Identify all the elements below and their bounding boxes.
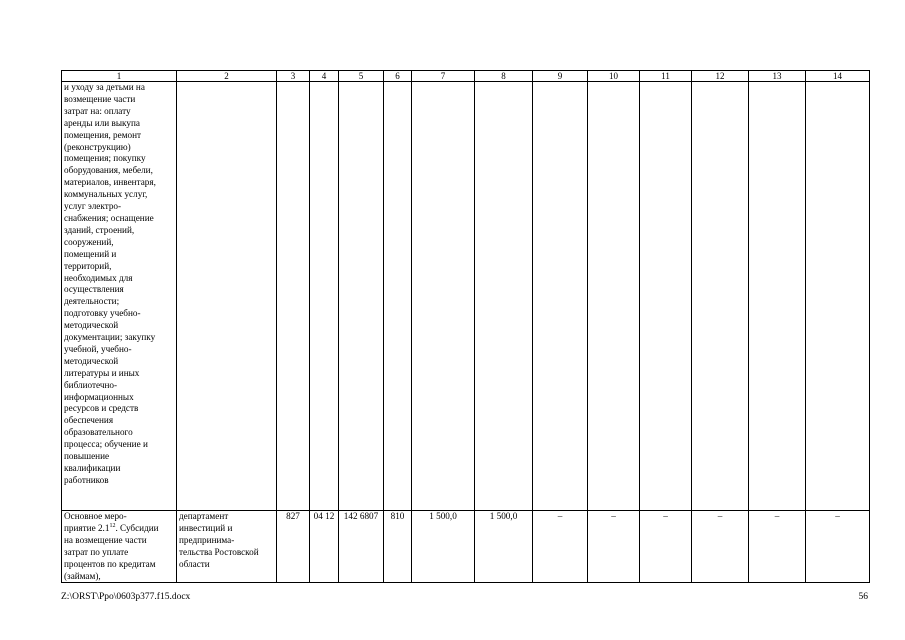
year-2019-cell: – [749,511,806,583]
header-cell: 2 [177,71,277,82]
header-cell: 13 [749,71,806,82]
year-2020-cell: – [806,511,870,583]
table-cell [310,82,339,511]
table-cell [749,82,806,511]
measure-title-rest: . Субсидии на возмещение части затрат по уплате процентов по кредитам (займам), [64,522,159,581]
measure-description [62,511,177,583]
header-row [62,71,870,82]
page-number: 56 [858,592,868,602]
csr-cell: 142 6807 [339,511,384,583]
header-cell: 5 [339,71,384,82]
header-cell: 14 [806,71,870,82]
header-cell: 3 [277,71,310,82]
table-cell [277,82,310,511]
executor-cell: департамент инвестиций и предпринима- тельства Ростовской области [177,511,277,583]
table-cell [339,82,384,511]
footnote-marker: 12 [109,522,116,529]
table-cell [533,82,588,511]
header-cell: 12 [692,71,749,82]
table-cell [692,82,749,511]
table-cell [475,82,533,511]
table-cell [588,82,640,511]
header-cell: 9 [533,71,588,82]
measure-title: Основное меро- приятие 2.1 [64,511,127,533]
measure-description: и уходу за детьми на возмещение части затрат на: оплату аренды или выкупа помещения, ремонт (реконструкцию) помещения; покупку оборудования, мебели, материалов, инвентаря, коммунальных услуг, услуг электро- снабжения; оснащение зданий, строений, сооружений, помещений и территорий, необходимых для осуществления деятельности; подготовку учебно- методической документации; закупку учебной, учебно- методической литературы и иных библиотечно- информационных ресурсов и средств обеспечения образовательного процесса; обучение и повышение квалификации работников [62,82,177,511]
year-2016-cell: – [588,511,640,583]
year-2014-cell: 1 500,0 [475,511,533,583]
program-table [61,70,870,583]
table-cell [412,82,475,511]
table-row [62,82,870,511]
total-cell: 1 500,0 [412,511,475,583]
header-cell: 8 [475,71,533,82]
year-2015-cell: – [533,511,588,583]
grbs-cell: 827 [277,511,310,583]
year-2017-cell: – [640,511,692,583]
vr-cell: 810 [384,511,412,583]
header-cell: 11 [640,71,692,82]
rzpr-cell: 04 12 [310,511,339,583]
footer-file-path: Z:\ORST\Ppo\0603p377.f15.docx [61,592,191,602]
header-cell: 1 [62,71,177,82]
header-cell: 10 [588,71,640,82]
table-cell [384,82,412,511]
header-cell: 6 [384,71,412,82]
header-cell: 7 [412,71,475,82]
executor-cell [177,82,277,511]
table-cell [806,82,870,511]
year-2018-cell: – [692,511,749,583]
table-cell [640,82,692,511]
table-row [62,511,870,583]
header-cell: 4 [310,71,339,82]
